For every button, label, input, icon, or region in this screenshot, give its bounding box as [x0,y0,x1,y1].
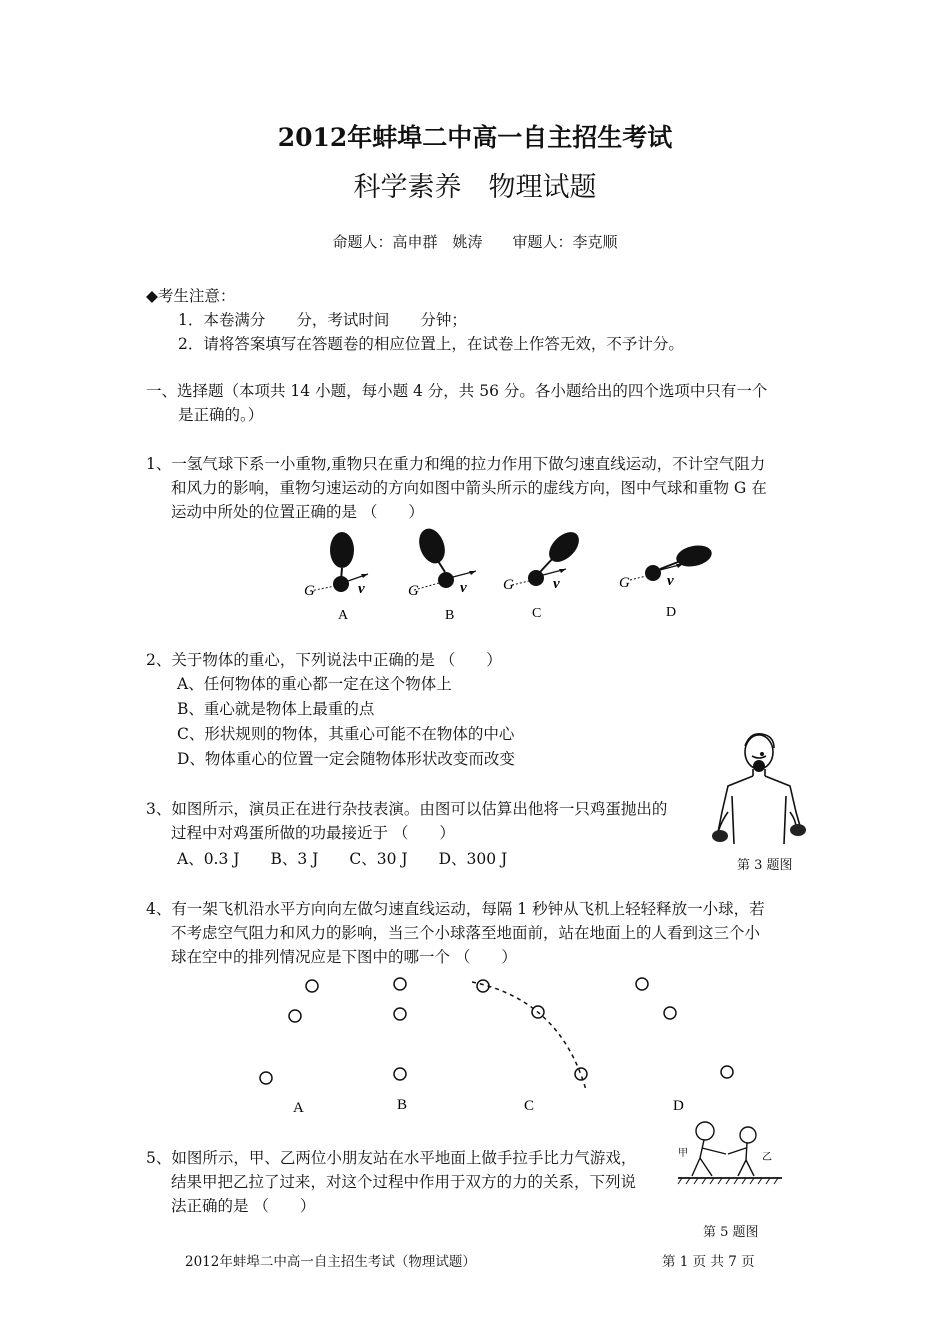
q1-line-3: 运动中所处的位置正确的是 （ ） [171,503,424,521]
q1-diagram-d [619,542,714,620]
q4-label-a: A [293,1100,304,1116]
q5-line-2: 结果甲把乙拉了过来，对这个过程中作用于双方的力的关系，下列说 [171,1173,637,1191]
q3-figure-caption: 第 3 题图 [737,858,793,873]
q4-line-3: 球在空中的排列情况应是下图中的哪一个 （ ） [171,948,517,966]
exam-subtitle: 科学素养 物理试题 [353,172,597,203]
q2-stem: 2、关于物体的重心，下列说法中正确的是 （ ） [146,651,502,669]
q4-label-b: B [397,1097,408,1113]
q1-v-label-a: v [358,581,365,597]
q3-options: A、0.3 J B、3 J C、30 J D、300 J [177,850,508,868]
notice-item-2: 2．请将答案填写在答题卷的相应位置上，在试卷上作答无效，不予计分。 [178,335,684,353]
q1-g-label-c: G [503,577,514,593]
q1-label-d: D [666,605,677,620]
q4-label-d: D [673,1098,684,1114]
authors-line: 命题人：高申群 姚涛 审题人：李克顺 [332,233,618,251]
q1-diagram-a [304,532,368,623]
q1-diagram-b [408,525,476,623]
q1-v-label-c: v [553,576,560,592]
q2-option-a: A、任何物体的重心都一定在这个物体上 [177,675,452,693]
q1-g-label-a: G [304,583,315,599]
q5-line-3: 法正确的是 （ ） [171,1197,316,1215]
q3-line-1: 3、如图所示，演员正在进行杂技表演。由图可以估算出他将一只鸡蛋抛出的 [146,800,668,818]
q2-option-d: D、物体重心的位置一定会随物体形状改变而改变 [177,750,515,768]
notice-item-1: 1．本卷满分 分，考试时间 分钟； [178,311,467,329]
q5-label-yi: 乙 [762,1152,772,1163]
q5-label-jia: 甲 [678,1148,688,1159]
q5-tug-figure [674,1118,786,1190]
q2-option-b: B、重心就是物体上最重的点 [177,700,375,718]
section-heading: 一、选择题（本项共 14 小题，每小题 4 分，共 56 分。各小题给出的四个选项中只有一个 [146,382,768,400]
footer-page-number: 第 1 页 共 7 页 [662,1254,755,1270]
q1-label-a: A [338,608,349,623]
exam-title: 2012年蚌埠二中高一自主招生考试 [277,123,673,152]
q1-label-b: B [445,608,455,623]
q1-g-label-d: G [619,575,630,591]
q1-g-label-b: G [408,583,419,599]
section-heading-cont: 是正确的。） [178,406,264,424]
q3-line-2: 过程中对鸡蛋所做的功最接近于 （ ） [171,824,455,842]
q1-diagram-c [503,526,585,621]
notice-heading: ◆考生注意： [146,287,236,305]
q1-figure [290,525,730,625]
q1-v-label-d: v [667,573,674,589]
q1-label-c: C [532,606,542,621]
q4-figure [250,970,750,1120]
footer-exam-name: 2012年蚌埠二中高一自主招生考试（物理试题） [185,1254,476,1270]
q4-label-c: C [524,1098,535,1114]
q5-figure-caption: 第 5 题图 [703,1225,759,1240]
q2-option-c: C、形状规则的物体，其重心可能不在物体的中心 [177,725,515,743]
q5-line-1: 5、如图所示，甲、乙两位小朋友站在水平地面上做手拉手比力气游戏， [146,1149,637,1167]
q4-line-1: 4、有一架飞机沿水平方向向左做匀速直线运动，每隔 1 秒钟从飞机上轻轻释放一小球，若 [146,900,765,918]
q4-line-2: 不考虑空气阻力和风力的影响，当三个小球落至地面前，站在地面上的人看到这三个小 [171,924,761,942]
q1-line-2: 和风力的影响，重物匀速运动的方向如图中箭头所示的虚线方向，图中气球和重物 G 在 [171,479,767,497]
q1-v-label-b: v [460,580,467,596]
q1-line-1: 1、一氢气球下系一小重物,重物只在重力和绳的拉力作用下做匀速直线运动，不计空气阻力 [146,455,766,473]
q3-juggler-figure [704,726,814,850]
